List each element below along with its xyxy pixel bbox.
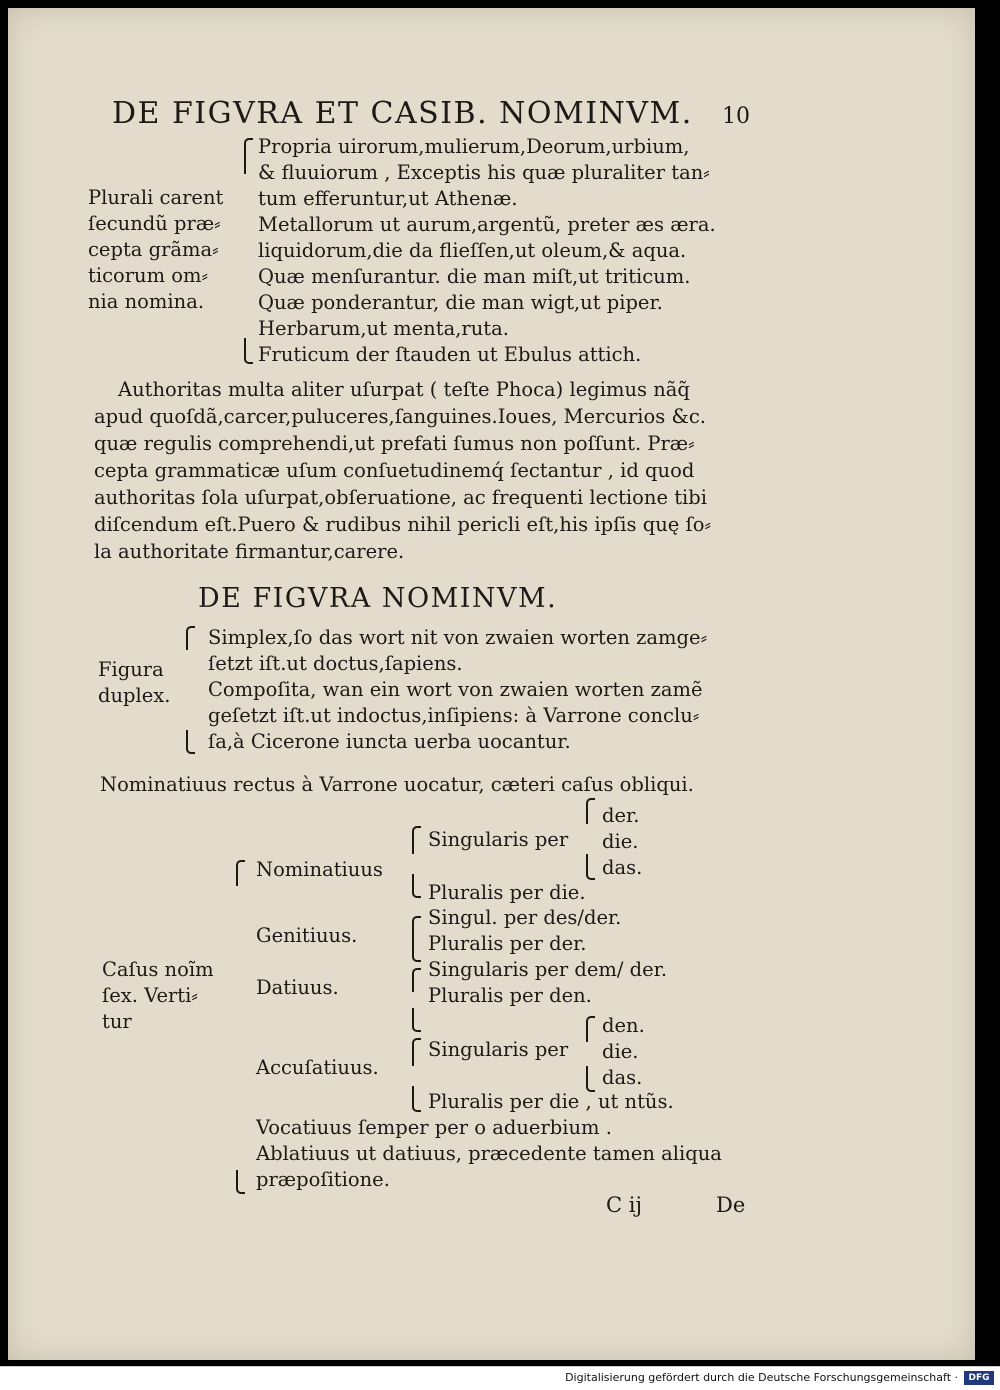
figura-line: Simplex,ſo das wort nit von zwaien worten zamge⸗ — [208, 626, 708, 649]
brace-close-icon — [236, 1170, 245, 1194]
folio-number: 10 — [722, 104, 750, 129]
article-das: das. — [602, 856, 643, 879]
dfg-logo-icon: DFG — [964, 1371, 994, 1385]
margin-note-line: cepta grãma⸗ — [88, 238, 219, 261]
plural-line: Propria uirorum,mulierum,Deorum,urbium, — [258, 135, 690, 158]
footer-bar — [0, 1366, 1000, 1390]
nominativus-line: Nominatiuus rectus à Varrone uocatur, cæteri caſus obliqui. — [100, 773, 694, 796]
figura-line: geſetzt iſt.ut indoctus,inſipiens: à Varrone conclu⸗ — [208, 704, 700, 727]
vocatiuus-line: Vocatiuus ſemper per o aduerbium . — [256, 1116, 612, 1139]
brace-close-icon — [586, 854, 595, 880]
paragraph-line: diſcendum eſt.Puero & rudibus nihil pericli eſt,his ipſis quę ſo⸗ — [94, 513, 711, 536]
signature-mark: C ij — [606, 1193, 642, 1217]
brace-open-icon — [412, 826, 421, 854]
paragraph-line: cepta grammaticæ uſum conſuetudinemq́ ſectantur , id quod — [94, 459, 695, 482]
singular-rule: Singularis per — [428, 828, 569, 851]
paragraph-line: la authoritate firmantur,carere. — [94, 540, 405, 563]
brace-open-icon — [586, 1016, 595, 1042]
ablatiuus-line: Ablatiuus ut datiuus, præcedente tamen aliqua — [256, 1142, 722, 1165]
case-label: Datiuus. — [256, 976, 339, 999]
plural-line: liquidorum,die da flieſſen,ut oleum,& aqua. — [258, 239, 687, 262]
brace-close-icon — [186, 730, 195, 754]
paragraph-line: authoritas ſola uſurpat,obſeruatione, ac frequenti lectione tibi — [94, 486, 707, 509]
article-das: das. — [602, 1066, 643, 1089]
brace-open-icon — [412, 916, 421, 938]
brace-open-icon — [244, 138, 253, 174]
plural-line: Metallorum ut aurum,argentũ, preter æs æra. — [258, 213, 716, 236]
plural-line: & fluuiorum , Exceptis his quæ pluraliter tan⸗ — [258, 161, 710, 184]
article-die: die. — [602, 1040, 639, 1063]
singular-rule: Singularis per — [428, 1038, 569, 1061]
catchword: De — [716, 1193, 746, 1217]
brace-close-icon — [412, 938, 421, 962]
plural-line: Quæ ponderantur, die man wigt,ut piper. — [258, 291, 663, 314]
figura-line: Compoſita, wan ein wort von zwaien worten zamẽ — [208, 678, 703, 701]
plural-line: Fruticum der ſtauden ut Ebulus attich. — [258, 343, 642, 366]
brace-open-icon — [236, 860, 245, 886]
brace-close-icon — [244, 338, 253, 364]
plural-line: Quæ menſurantur. die man miſt,ut triticum. — [258, 265, 691, 288]
case-label: Genitiuus. — [256, 924, 358, 947]
plural-rule: Pluralis per die , ut ntũs. — [428, 1090, 674, 1113]
margin-note-line: ticorum om⸗ — [88, 264, 209, 287]
figura-line: ſetzt iſt.ut doctus,ſapiens. — [208, 652, 463, 675]
brace-close-icon — [412, 1008, 421, 1032]
ablatiuus-line: præpoſitione. — [256, 1168, 390, 1191]
book-page — [8, 8, 975, 1360]
running-head: DE FIGVRA ET CASIB. NOMINVM. — [112, 96, 693, 131]
article-der: der. — [602, 804, 640, 827]
case-label: Nominatiuus — [256, 858, 383, 881]
article-den: den. — [602, 1014, 645, 1037]
plural-rule: Pluralis per die. — [428, 881, 586, 904]
singular-rule: Singularis per dem/ der. — [428, 958, 668, 981]
brace-close-icon — [412, 874, 421, 898]
brace-close-icon — [412, 1086, 421, 1112]
margin-note-line: ſex. Verti⸗ — [102, 984, 198, 1007]
figura-line: ſa,à Cicerone iuncta uerba uocantur. — [208, 730, 571, 753]
brace-open-icon — [586, 798, 595, 824]
section-heading: DE FIGVRA NOMINVM. — [198, 583, 558, 614]
brace-close-icon — [586, 1066, 595, 1092]
margin-note-line: ſecundũ præ⸗ — [88, 212, 221, 235]
paragraph-line: quæ regulis comprehendi,ut prefati ſumus non poſſunt. Præ⸗ — [94, 432, 695, 455]
plural-rule: Pluralis per der. — [428, 932, 587, 955]
singular-rule: Singul. per des/der. — [428, 906, 622, 929]
margin-note-line: Figura — [98, 658, 164, 681]
margin-note-line: tur — [102, 1010, 132, 1033]
margin-note-line: nia nomina. — [88, 290, 205, 313]
paragraph-line: apud quoſdã,carcer,puluceres,ſanguines.Ioues, Mercurios &c. — [94, 405, 706, 428]
plural-line: tum efferuntur,ut Athenæ. — [258, 187, 518, 210]
case-label: Accuſatiuus. — [256, 1056, 379, 1079]
margin-note-line: Plurali carent — [88, 186, 224, 209]
plural-rule: Pluralis per den. — [428, 984, 592, 1007]
brace-open-icon — [412, 968, 421, 992]
article-die: die. — [602, 830, 639, 853]
margin-note-line: Caſus noĩm — [102, 958, 214, 981]
footer-credit: Digitalisierung gefördert durch die Deutsche Forschungsgemeinschaft · — [565, 1371, 958, 1384]
plural-line: Herbarum,ut menta,ruta. — [258, 317, 509, 340]
margin-note-line: duplex. — [98, 684, 171, 707]
brace-open-icon — [412, 1038, 421, 1066]
paragraph-line: Authoritas multa aliter uſurpat ( teſte Phoca) legimus nãq̃ — [118, 378, 690, 401]
brace-open-icon — [186, 626, 195, 650]
